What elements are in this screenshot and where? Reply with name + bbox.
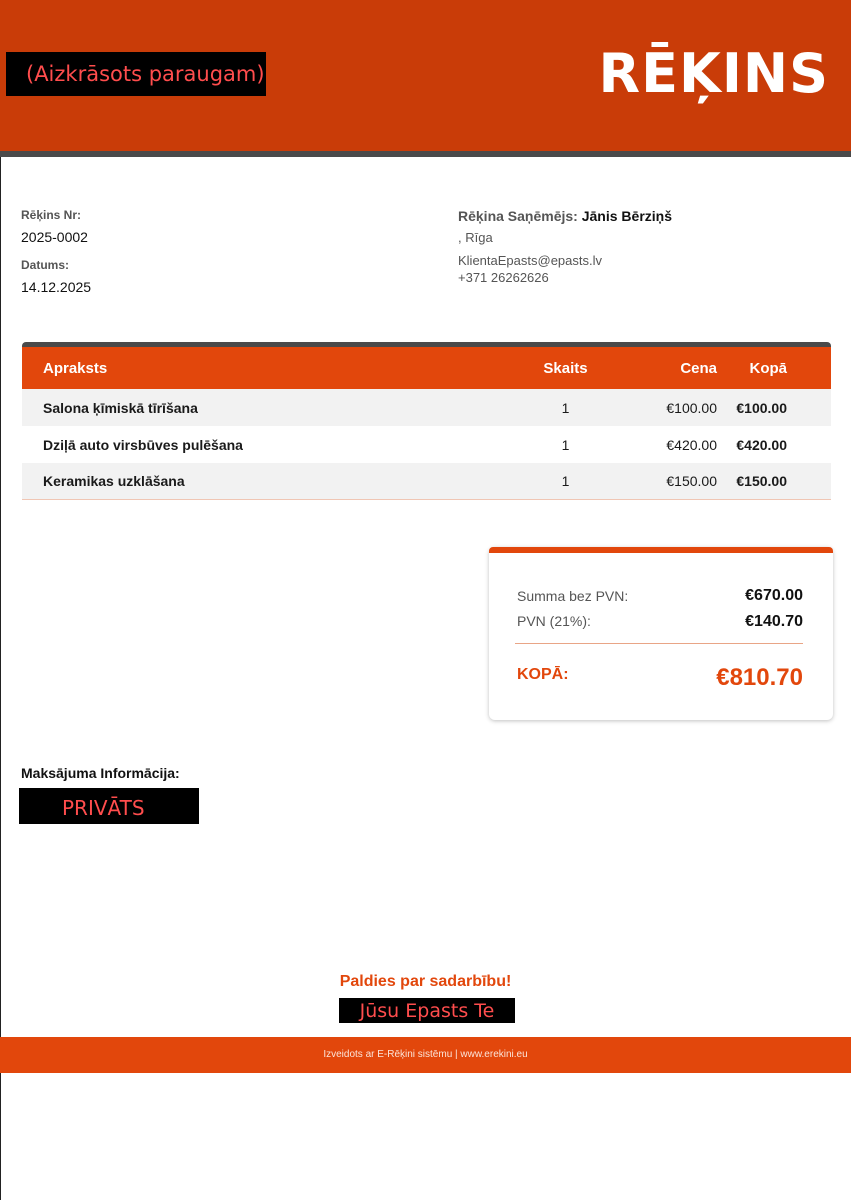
recipient-city: , Rīga bbox=[458, 230, 493, 245]
row-description: Salona ķīmiskā tīrīšana bbox=[43, 399, 198, 416]
header-divider bbox=[0, 151, 851, 157]
sender-email-redacted: Jūsu Epasts Te bbox=[339, 998, 515, 1023]
recipient-phone: +371 26262626 bbox=[458, 270, 549, 285]
table-row bbox=[22, 426, 831, 463]
recipient-label: Rēķina Saņēmējs: bbox=[458, 208, 578, 224]
header-price: Cena bbox=[680, 359, 717, 377]
items-table bbox=[22, 342, 831, 500]
total-label: KOPĀ: bbox=[517, 666, 569, 683]
vat-label: PVN (21%): bbox=[517, 613, 591, 629]
vat-value: €140.70 bbox=[745, 613, 803, 630]
row-price: €100.00 bbox=[666, 399, 717, 416]
thank-you-message: Paldies par sadarbību! bbox=[339, 973, 512, 990]
redaction-note: (Aizkrāsots paraugam) bbox=[6, 52, 266, 96]
totals-divider bbox=[515, 643, 803, 644]
row-total: €150.00 bbox=[736, 473, 787, 489]
row-total: €420.00 bbox=[736, 436, 787, 453]
row-total: €100.00 bbox=[736, 399, 787, 416]
header-quantity: Skaits bbox=[543, 359, 588, 377]
subtotal-value: €670.00 bbox=[745, 587, 803, 604]
header-total: Kopā bbox=[749, 359, 787, 377]
recipient-email: KlientaEpasts@epasts.lv bbox=[458, 253, 602, 268]
table-row bbox=[22, 463, 831, 500]
row-quantity: 1 bbox=[561, 399, 570, 416]
recipient-line bbox=[458, 208, 672, 224]
invoice-number: 2025-0002 bbox=[21, 229, 88, 245]
invoice-header bbox=[0, 0, 851, 151]
row-description: Dziļā auto virsbūves pulēšana bbox=[43, 436, 243, 453]
invoice-number-label: Rēķins Nr: bbox=[21, 208, 82, 222]
invoice-date-label: Datums: bbox=[21, 258, 70, 272]
row-quantity: 1 bbox=[561, 473, 570, 489]
header-description: Apraksts bbox=[43, 359, 108, 377]
row-description: Keramikas uzklāšana bbox=[43, 473, 185, 489]
table-row bbox=[22, 389, 831, 426]
row-quantity: 1 bbox=[561, 436, 570, 453]
totals-card-accent bbox=[489, 547, 833, 553]
recipient-name: Jānis Bērziņš bbox=[581, 208, 672, 224]
totals-card bbox=[489, 547, 833, 720]
invoice-date: 14.12.2025 bbox=[21, 279, 92, 295]
row-price: €420.00 bbox=[666, 436, 717, 453]
table-header-row bbox=[22, 347, 831, 389]
row-price: €150.00 bbox=[666, 473, 717, 489]
total-value: €810.70 bbox=[716, 664, 803, 691]
brand-title: RĒĶINS bbox=[598, 42, 829, 105]
payment-info-label: Maksājuma Informācija: bbox=[21, 765, 180, 781]
subtotal-label: Summa bez PVN: bbox=[517, 588, 629, 604]
page-footer: Izveidots ar E-Rēķini sistēmu | www.erekini.eu bbox=[0, 1037, 851, 1073]
payment-info-redacted: PRIVĀTS bbox=[19, 788, 199, 824]
